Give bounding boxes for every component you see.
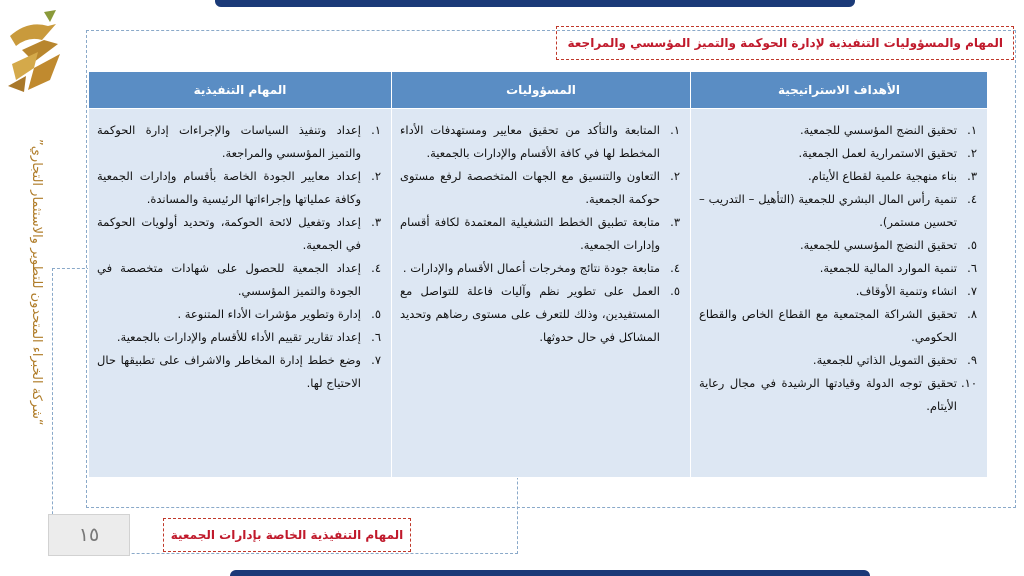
list-item: [699, 165, 977, 188]
list-item: [699, 280, 977, 303]
item-number: ٩.: [967, 353, 977, 367]
list-item: [699, 372, 977, 418]
item-text: إدارة وتطوير مؤشرات الأداء المتنوعة .: [177, 307, 361, 321]
list-item: [97, 257, 381, 303]
list-item: [699, 119, 977, 142]
item-number: ١.: [371, 123, 381, 137]
list-item: [400, 165, 680, 211]
list-item: [699, 303, 977, 349]
list-item: [699, 257, 977, 280]
list-item: [400, 119, 680, 165]
item-number: ٦.: [371, 330, 381, 344]
list-item: [97, 349, 381, 395]
item-text: إعداد وتفعيل لائحة الحوكمة، وتحديد أولويات الحوكمة في الجمعية.: [97, 215, 361, 252]
list-item: [699, 188, 977, 234]
header-tasks: المهام التنفيذية: [89, 72, 392, 109]
responsibilities-cell: [392, 109, 691, 478]
item-text: وضع خطط إدارة المخاطر والاشراف على تطبيقها حال الاحتياج لها.: [97, 353, 361, 390]
responsibilities-table: [88, 71, 988, 478]
item-number: ٤.: [670, 261, 680, 275]
item-number: ٢.: [967, 146, 977, 160]
item-number: ١٠.: [960, 376, 977, 390]
company-name-vertical: “شركة الخبراء المتحدون للتطوير والاستثمار التجاري”: [29, 138, 44, 426]
page-number: ١٥: [48, 514, 130, 556]
list-item: [699, 234, 977, 257]
item-text: تحقيق الشراكة المجتمعية مع القطاع الخاص والقطاع الحكومي.: [699, 307, 957, 344]
list-item: [97, 326, 381, 349]
item-number: ٨.: [967, 307, 977, 321]
item-text: تحقيق التمويل الذاتي للجمعية.: [812, 353, 957, 367]
header-responsibilities: المسؤوليات: [392, 72, 691, 109]
item-number: ٤.: [967, 192, 977, 206]
list-item: [400, 211, 680, 257]
list-item: [97, 165, 381, 211]
item-number: ٣.: [670, 215, 680, 229]
item-text: تحقيق النضج المؤسسي للجمعية.: [799, 123, 957, 137]
list-item: [400, 280, 680, 349]
item-text: المتابعة والتأكد من تحقيق معايير ومستهدفات الأداء المخطط لها في كافة الأقسام والإدارات بالجمعية.: [400, 123, 660, 160]
top-decorative-bar: [215, 0, 855, 7]
item-text: تحقيق توجه الدولة وقيادتها الرشيدة في مجال رعاية الأيتام.: [699, 376, 957, 413]
item-number: ٧.: [371, 353, 381, 367]
item-number: ٥.: [371, 307, 381, 321]
list-item: [97, 119, 381, 165]
list-item: [97, 303, 381, 326]
item-number: ٥.: [670, 284, 680, 298]
responsibilities-list: [400, 119, 680, 349]
item-text: إعداد معايير الجودة الخاصة بأقسام وإدارات الجمعية وكافة عملياتها وإجراءاتها الرئيسية والمساندة.: [97, 169, 361, 206]
tasks-list: [97, 119, 381, 395]
page-title: المهام والمسؤوليات التنفيذية لإدارة الحوكمة والتميز المؤسسي والمراجعة: [556, 26, 1014, 60]
item-text: تنمية رأس المال البشري للجمعية (التأهيل – التدريب – تحسين مستمر).: [699, 192, 957, 229]
item-text: متابعة تطبيق الخطط التشغيلية المعتمدة لكافة أقسام وإدارات الجمعية.: [400, 215, 660, 252]
list-item: [699, 142, 977, 165]
item-number: ٣.: [371, 215, 381, 229]
item-text: بناء منهجية علمية لقطاع الأيتام.: [808, 169, 957, 183]
item-text: تنمية الموارد المالية للجمعية.: [819, 261, 957, 275]
objectives-cell: [691, 109, 988, 478]
item-number: ٢.: [670, 169, 680, 183]
item-number: ٣.: [967, 169, 977, 183]
objectives-list: [699, 119, 977, 418]
item-text: تحقيق الاستمرارية لعمل الجمعية.: [798, 146, 957, 160]
company-logo-icon: [4, 6, 66, 94]
tasks-cell: [89, 109, 392, 478]
item-text: إعداد تقارير تقييم الأداء للأقسام والإدارات بالجمعية.: [116, 330, 361, 344]
section-subtitle: المهام التنفيذية الخاصة بإدارات الجمعية: [163, 518, 411, 552]
item-number: ٦.: [967, 261, 977, 275]
header-objectives: الأهداف الاستراتيجية: [691, 72, 988, 109]
list-item: [400, 257, 680, 280]
item-number: ٧.: [967, 284, 977, 298]
list-item: [97, 211, 381, 257]
item-number: ١.: [967, 123, 977, 137]
item-text: العمل على تطوير نظم وآليات فاعلة للتواصل مع المستفيدين، وذلك للتعرف على مستوى رضاهم وتحديد المشاكل في حال حدوثها.: [400, 284, 660, 344]
item-text: انشاء وتنمية الأوقاف.: [855, 284, 957, 298]
item-number: ٢.: [371, 169, 381, 183]
list-item: [699, 349, 977, 372]
item-number: ٥.: [967, 238, 977, 252]
item-number: ١.: [670, 123, 680, 137]
item-text: تحقيق النضج المؤسسي للجمعية.: [799, 238, 957, 252]
bottom-decorative-bar: [230, 570, 870, 576]
item-text: إعداد الجمعية للحصول على شهادات متخصصة في الجودة والتميز المؤسسي.: [97, 261, 361, 298]
item-text: متابعة جودة نتائج ومخرجات أعمال الأقسام والإدارات .: [402, 261, 660, 275]
item-text: إعداد وتنفيذ السياسات والإجراءات إدارة الحوكمة والتميز المؤسسي والمراجعة.: [97, 123, 361, 160]
item-text: التعاون والتنسيق مع الجهات المتخصصة لرفع مستوى حوكمة الجمعية.: [400, 169, 660, 206]
item-number: ٤.: [371, 261, 381, 275]
